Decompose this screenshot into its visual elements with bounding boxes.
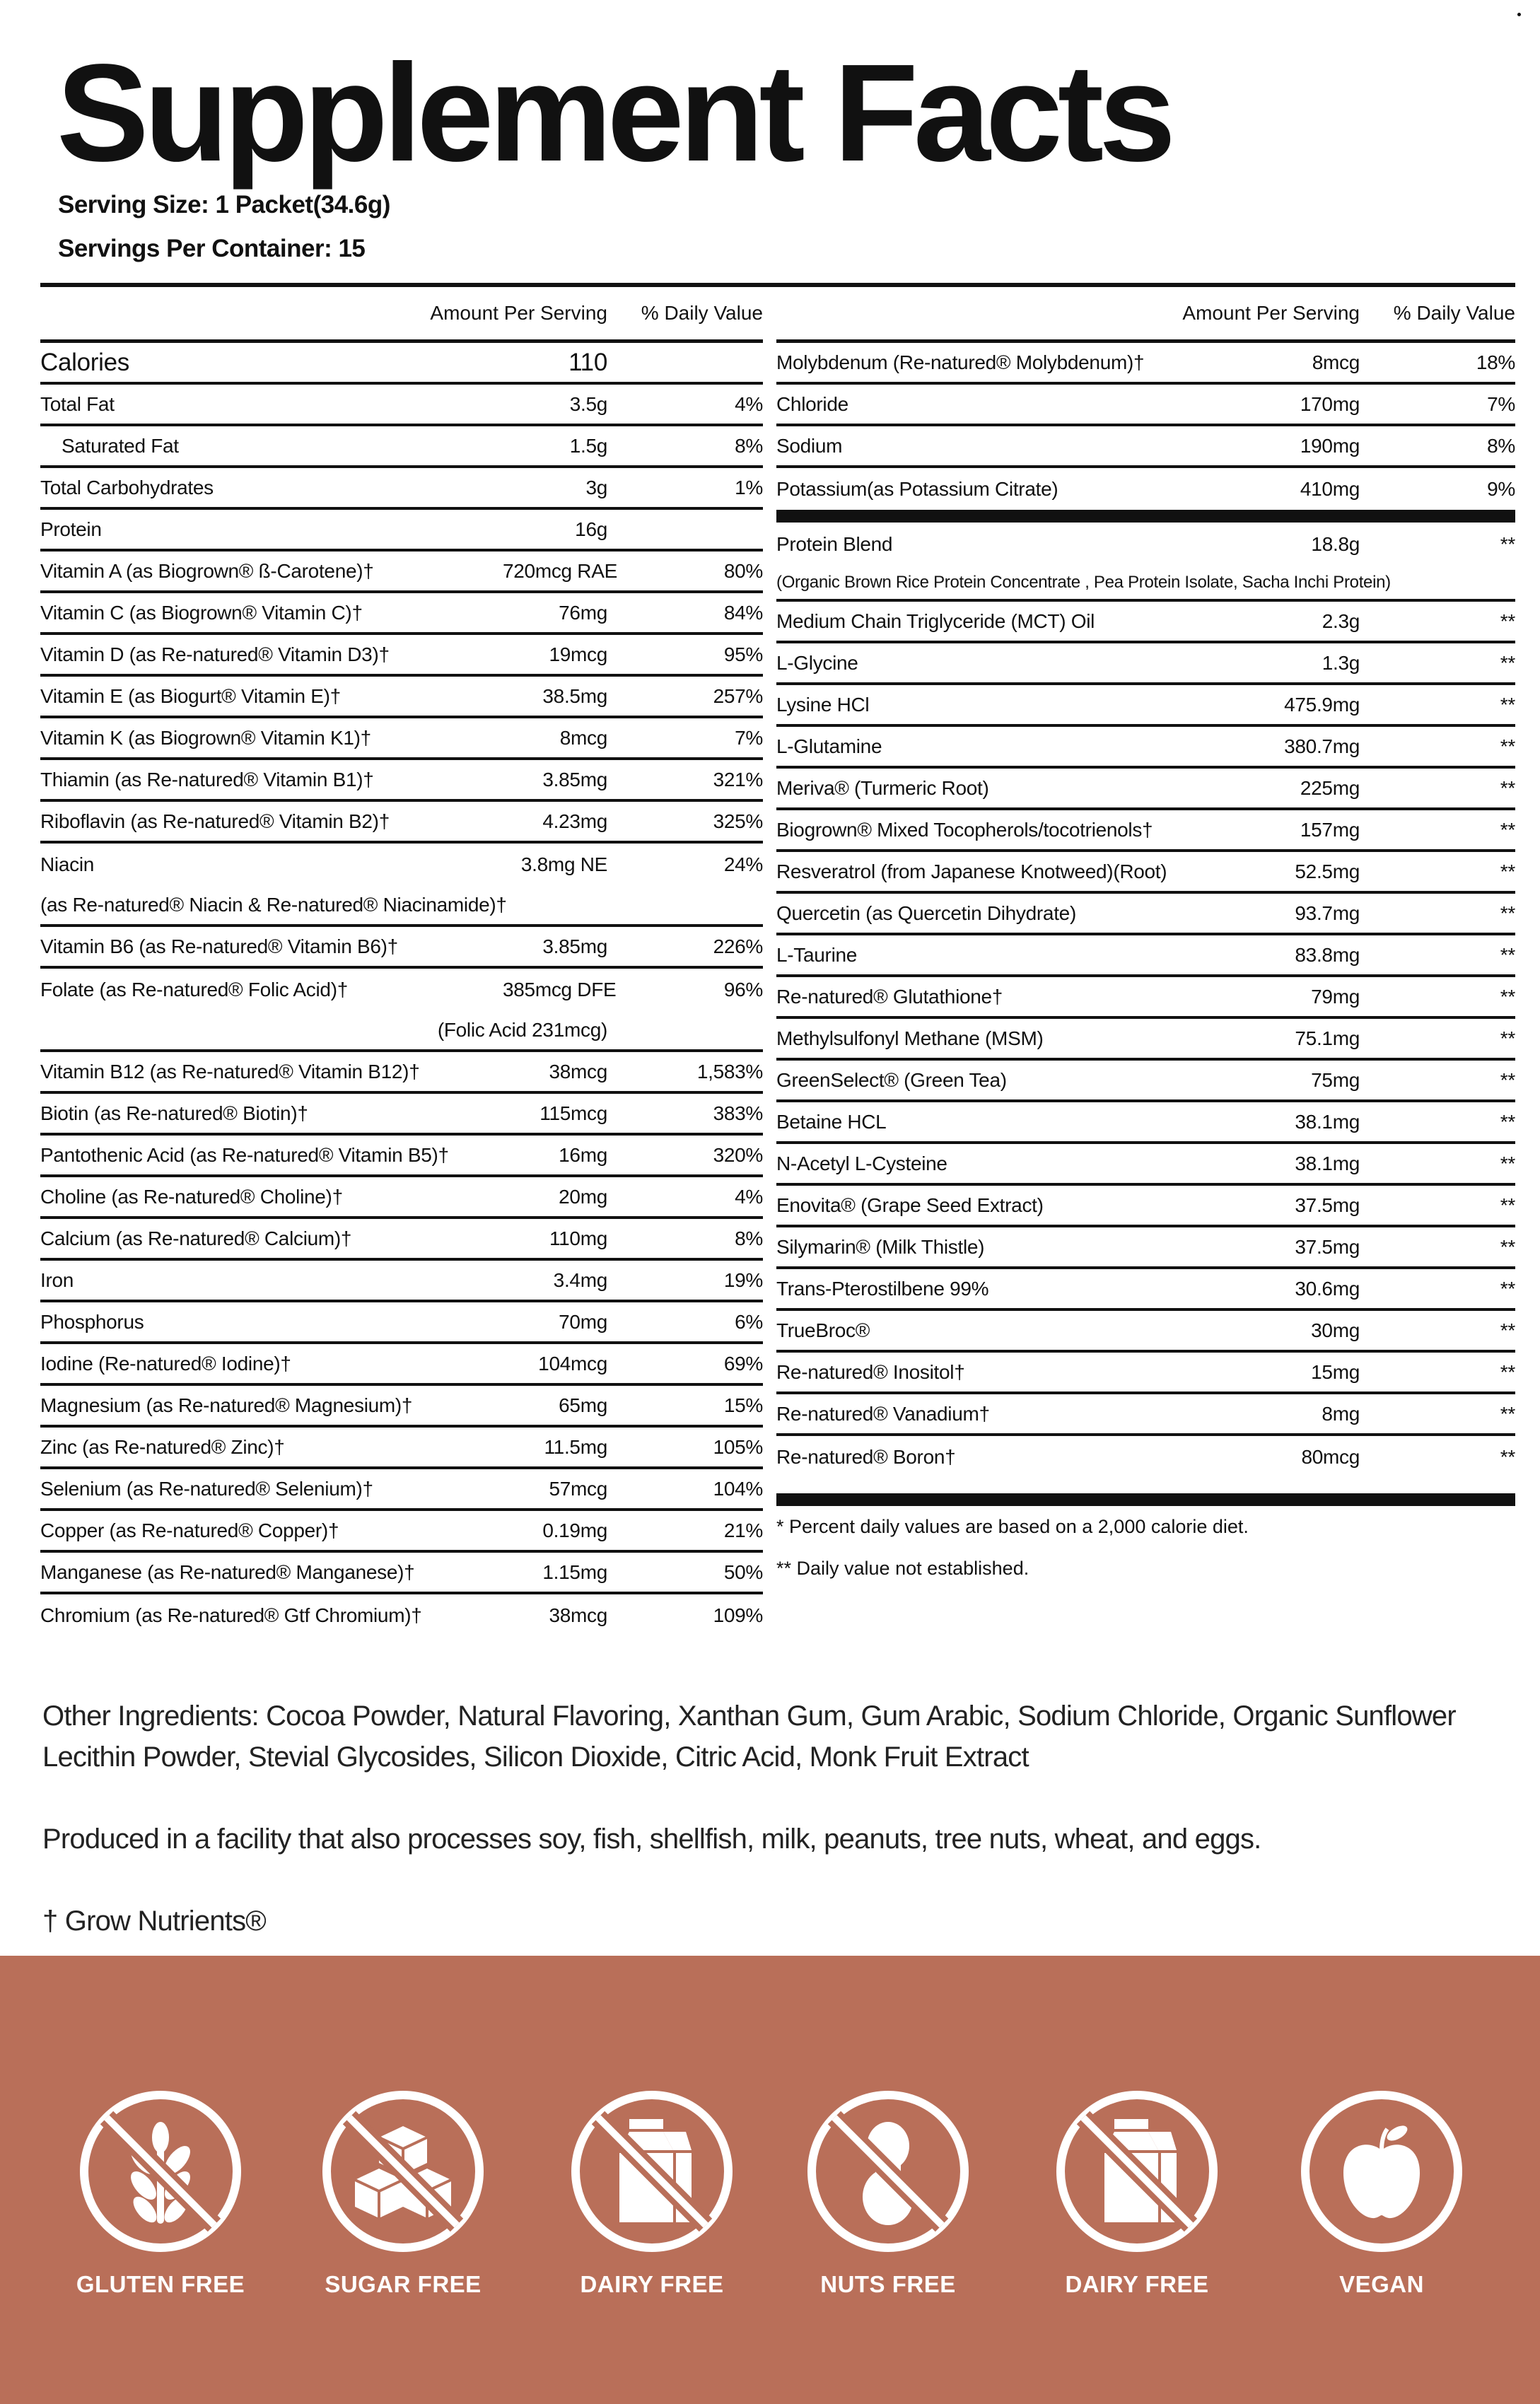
- table-row: [776, 935, 1515, 977]
- footnote-percent: * Percent daily values are based on a 2,000 calorie diet.: [776, 1516, 1249, 1537]
- nutrient-name: Copper (as Re-natured® Copper)†: [40, 1519, 339, 1541]
- other-ingredients-line-2: Lecithin Powder, Stevial Glycosides, Silicon Dioxide, Citric Acid, Monk Fruit Extract: [42, 1741, 1029, 1773]
- nutrient-dv: 320%: [713, 1143, 763, 1166]
- nutrient-amount: 4.23mg: [542, 810, 607, 832]
- nutrient-amount: 1.15mg: [542, 1560, 607, 1583]
- nutrient-amount: 720mcg RAE: [503, 559, 617, 582]
- nutrient-dv: **: [1500, 1068, 1515, 1091]
- nutrient-name: Vitamin B6 (as Re-natured® Vitamin B6)†: [40, 935, 398, 957]
- nutrient-name: Choline (as Re-natured® Choline)†: [40, 1185, 343, 1208]
- nutrient-amount: 3.85mg: [542, 935, 607, 957]
- allergen-statement: Produced in a facility that also processes soy, fish, shellfish, milk, peanuts, tree nuts, wheat, and eggs.: [42, 1824, 1261, 1855]
- nutrient-dv: **: [1500, 1360, 1515, 1383]
- other-ingredients-line-1: Other Ingredients: Cocoa Powder, Natural Flavoring, Xanthan Gum, Gum Arabic, Sodium Chloride, Organic Sunflower: [42, 1700, 1456, 1732]
- nutrient-name: L-Taurine: [776, 943, 858, 966]
- nutrient-name: Manganese (as Re-natured® Manganese)†: [40, 1560, 415, 1583]
- nutrient-dv: 50%: [723, 1560, 763, 1583]
- wheat-icon: [78, 2089, 243, 2253]
- apple-icon: [1300, 2089, 1464, 2253]
- nutrient-amount: 38mcg: [549, 1604, 607, 1626]
- sugar-cubes-icon: [321, 2089, 485, 2253]
- nutrient-name: Quercetin (as Quercetin Dihydrate): [776, 902, 1076, 924]
- nutrient-dv: 96%: [723, 978, 763, 1000]
- badge-label: DAIRY FREE: [1065, 2271, 1209, 2297]
- nutrient-amount: 52.5mg: [1295, 860, 1360, 882]
- peanut-icon: [806, 2089, 970, 2253]
- table-row: [40, 593, 763, 635]
- nutrient-name: Sodium: [776, 434, 843, 457]
- nutrient-dv: 69%: [723, 1352, 763, 1375]
- nutrient-dv: 325%: [713, 810, 763, 832]
- table-row: [776, 1019, 1515, 1061]
- nutrient-dv: **: [1500, 1194, 1515, 1216]
- nutrient-amount: 38.1mg: [1295, 1110, 1360, 1133]
- nutrient-name: N-Acetyl L-Cysteine: [776, 1152, 947, 1174]
- nutrient-amount: 225mg: [1300, 776, 1360, 799]
- table-row: [40, 510, 763, 552]
- nutrient-name: Enovita® (Grape Seed Extract): [776, 1194, 1044, 1216]
- nutrient-dv: 8%: [735, 434, 763, 457]
- nutrient-name: Total Fat: [40, 392, 115, 415]
- table-row: [776, 385, 1515, 426]
- nutrient-dv: 19%: [723, 1268, 763, 1291]
- nutrient-dv: 1%: [735, 476, 763, 498]
- nutrient-name: Vitamin B12 (as Re-natured® Vitamin B12)†: [40, 1060, 420, 1083]
- nutrient-name: Molybdenum (Re-natured® Molybdenum)†: [776, 351, 1145, 373]
- nutrient-name: Betaine HCL: [776, 1110, 887, 1133]
- nutrient-dv: **: [1500, 943, 1515, 966]
- nutrient-amount: 1.3g: [1322, 651, 1360, 674]
- table-row: [40, 385, 763, 426]
- nutrient-amount: 16g: [575, 518, 607, 540]
- nutrient-dv: 321%: [713, 768, 763, 790]
- nutrient-name: Vitamin E (as Biogurt® Vitamin E)†: [40, 684, 341, 707]
- nutrient-name: Trans-Pterostilbene 99%: [776, 1277, 989, 1300]
- nutrient-name: Vitamin C (as Biogrown® Vitamin C)†: [40, 601, 363, 624]
- nutrient-name: Re-natured® Boron†: [776, 1445, 956, 1468]
- badge-label: DAIRY FREE: [580, 2271, 724, 2297]
- nutrient-dv: 95%: [723, 643, 763, 665]
- nutrient-dv: **: [1500, 1110, 1515, 1133]
- table-row: [40, 1469, 763, 1511]
- table-row: [40, 802, 763, 844]
- table-row: [776, 769, 1515, 810]
- nutrient-dv: 15%: [723, 1394, 763, 1416]
- nutrient-amount: 115mcg: [539, 1102, 607, 1124]
- nutrient-amount: 157mg: [1300, 818, 1360, 841]
- nutrient-dv: **: [1500, 1152, 1515, 1174]
- nutrient-amount: 104mcg: [538, 1352, 607, 1375]
- nutrient-dv: 109%: [713, 1604, 763, 1626]
- right-table-header: [776, 286, 1515, 343]
- nutrient-name: Iron: [40, 1268, 74, 1291]
- nutrient-name: Vitamin A (as Biogrown® ß-Carotene)†: [40, 559, 374, 582]
- nutrient-name: Biotin (as Re-natured® Biotin)†: [40, 1102, 308, 1124]
- table-row: [776, 1311, 1515, 1353]
- nutrient-name: Re-natured® Glutathione†: [776, 985, 1003, 1008]
- nutrient-name: L-Glutamine: [776, 735, 882, 757]
- nutrient-amount: 3.85mg: [542, 768, 607, 790]
- nutrient-amount: 475.9mg: [1284, 693, 1360, 716]
- nutrient-name: Potassium(as Potassium Citrate): [776, 477, 1058, 500]
- nutrient-dv: **: [1500, 1235, 1515, 1258]
- nutrient-name: GreenSelect® (Green Tea): [776, 1068, 1007, 1091]
- amount-header: Amount Per Serving: [1182, 301, 1360, 324]
- nutrient-amount: 18.8g: [1311, 533, 1360, 555]
- table-row: [40, 1094, 763, 1136]
- table-row: [776, 894, 1515, 935]
- nutrient-name: Resveratrol (from Japanese Knotweed)(Root): [776, 860, 1167, 882]
- nutrient-amount: 38.1mg: [1295, 1152, 1360, 1174]
- amount-header: Amount Per Serving: [430, 301, 607, 324]
- table-row: [40, 635, 763, 677]
- nutrient-amount: 93.7mg: [1295, 902, 1360, 924]
- milk-carton-icon: [1055, 2089, 1219, 2253]
- table-row: [776, 1186, 1515, 1227]
- nutrient-amount: 38mcg: [549, 1060, 607, 1083]
- nutrient-amount: 79mg: [1311, 985, 1360, 1008]
- table-row: [40, 1136, 763, 1177]
- table-row: [776, 685, 1515, 727]
- nutrient-amount: 110mg: [549, 1227, 607, 1249]
- nutrient-amount: 38.5mg: [542, 684, 607, 707]
- table-row: [776, 1436, 1515, 1478]
- nutrient-name: Folate (as Re-natured® Folic Acid)†: [40, 978, 348, 1000]
- nutrient-amount: 20mg: [559, 1185, 607, 1208]
- nutrient-dv: **: [1500, 693, 1515, 716]
- nutrient-dv: 1,583%: [696, 1060, 763, 1083]
- table-row: [40, 1511, 763, 1553]
- grow-nutrients-note: † Grow Nutrients®: [42, 1906, 266, 1937]
- table-row: [776, 643, 1515, 685]
- milk-carton-icon: [570, 2089, 734, 2253]
- table-row: [40, 552, 763, 593]
- other-ingredients: [42, 1696, 1456, 1778]
- nutrient-name: Protein Blend: [776, 533, 893, 555]
- nutrient-dv: **: [1500, 533, 1515, 555]
- table-row: [40, 343, 763, 385]
- table-row: [776, 468, 1515, 510]
- nutrient-amount: 16mg: [559, 1143, 607, 1166]
- table-row: [776, 852, 1515, 894]
- nutrient-dv: 18%: [1476, 351, 1515, 373]
- servings-per-container: Servings Per Container: 15: [58, 235, 366, 262]
- nutrient-amount: 1.5g: [569, 434, 607, 457]
- nutrient-dv: 80%: [723, 559, 763, 582]
- table-row: [40, 1553, 763, 1594]
- dv-header: % Daily Value: [641, 301, 763, 324]
- nutrient-name: L-Glycine: [776, 651, 858, 674]
- table-row: [776, 1394, 1515, 1436]
- nutrient-name: Medium Chain Triglyceride (MCT) Oil: [776, 609, 1095, 632]
- table-row: [40, 1261, 763, 1302]
- nutrient-amount: 76mg: [559, 601, 607, 624]
- nutrient-name: Pantothenic Acid (as Re-natured® Vitamin B5)†: [40, 1143, 449, 1166]
- table-row: [776, 1144, 1515, 1186]
- nutrient-amount: 57mcg: [549, 1477, 607, 1500]
- nutrient-name: Calories: [40, 348, 129, 376]
- badge-label: SUGAR FREE: [325, 2271, 482, 2297]
- table-row: [776, 426, 1515, 468]
- nutrient-amount: 11.5mg: [544, 1435, 607, 1458]
- blend-sources: (Organic Brown Rice Protein Concentrate , Pea Protein Isolate, Sacha Inchi Protein): [776, 573, 1391, 592]
- table-row: [776, 1061, 1515, 1102]
- nutrient-amount: (Folic Acid 231mcg): [437, 1018, 607, 1041]
- nutrient-name: Vitamin D (as Re-natured® Vitamin D3)†: [40, 643, 390, 665]
- nutrient-name: Methylsulfonyl Methane (MSM): [776, 1027, 1044, 1049]
- nutrient-dv: **: [1500, 735, 1515, 757]
- nutrient-amount: 70mg: [559, 1310, 607, 1333]
- protein-blend-sources: [776, 566, 1515, 602]
- left-nutrient-table: [40, 286, 763, 1636]
- nutrient-name: Re-natured® Inositol†: [776, 1360, 965, 1383]
- table-row: [40, 1428, 763, 1469]
- nutrient-amount: 75mg: [1311, 1068, 1360, 1091]
- nutrient-amount: 37.5mg: [1295, 1194, 1360, 1216]
- table-row: [40, 760, 763, 802]
- nutrient-dv: 9%: [1487, 477, 1515, 500]
- nutrient-amount: 170mg: [1300, 392, 1360, 415]
- nutrient-dv: 7%: [1487, 392, 1515, 415]
- nutrient-amount: 83.8mg: [1295, 943, 1360, 966]
- table-row: [776, 810, 1515, 852]
- table-row: [776, 1353, 1515, 1394]
- nutrient-amount: 3.5g: [569, 392, 607, 415]
- nutrient-dv: **: [1500, 1402, 1515, 1425]
- left-table-header: [40, 286, 763, 343]
- nutrient-dv: 4%: [735, 1185, 763, 1208]
- table-row: [40, 1386, 763, 1428]
- right-nutrient-table: [776, 286, 1515, 1589]
- nutrient-amount: 30.6mg: [1295, 1277, 1360, 1300]
- table-row: [40, 1052, 763, 1094]
- nutrient-dv: **: [1500, 1319, 1515, 1341]
- table-row: [776, 602, 1515, 643]
- nutrient-name: Selenium (as Re-natured® Selenium)†: [40, 1477, 373, 1500]
- nutrient-name: Niacin: [40, 853, 95, 875]
- nutrient-amount: 385mcg DFE: [503, 978, 617, 1000]
- nutrient-name: Thiamin (as Re-natured® Vitamin B1)†: [40, 768, 374, 790]
- badge-label: GLUTEN FREE: [76, 2271, 245, 2297]
- section-divider: [776, 1493, 1515, 1506]
- table-row: [40, 885, 763, 927]
- nutrient-dv: 8%: [1487, 434, 1515, 457]
- nutrient-amount: 65mg: [559, 1394, 607, 1416]
- table-row: [40, 927, 763, 969]
- section-divider: [776, 510, 1515, 523]
- table-row: [40, 1177, 763, 1219]
- table-row: [40, 844, 763, 885]
- nutrient-amount: 19mcg: [549, 643, 607, 665]
- table-row: [776, 1269, 1515, 1311]
- nutrient-name: Silymarin® (Milk Thistle): [776, 1235, 985, 1258]
- nutrient-name: TrueBroc®: [776, 1319, 870, 1341]
- nutrient-dv: 7%: [735, 726, 763, 749]
- table-row: [40, 1302, 763, 1344]
- badge-label: VEGAN: [1339, 2271, 1424, 2297]
- nutrient-dv: **: [1500, 651, 1515, 674]
- table-row: [776, 727, 1515, 769]
- table-row: [40, 468, 763, 510]
- nutrient-name: Vitamin K (as Biogrown® Vitamin K1)†: [40, 726, 371, 749]
- nutrient-name: Saturated Fat: [62, 434, 179, 457]
- nutrient-name: Calcium (as Re-natured® Calcium)†: [40, 1227, 352, 1249]
- nutrient-dv: 104%: [713, 1477, 763, 1500]
- nutrient-amount: 80mcg: [1301, 1445, 1360, 1468]
- nutrient-amount: 380.7mg: [1284, 735, 1360, 757]
- nutrient-amount: 190mg: [1300, 434, 1360, 457]
- nutrient-dv: **: [1500, 985, 1515, 1008]
- nutrient-name: Re-natured® Vanadium†: [776, 1402, 990, 1425]
- nutrient-dv: **: [1500, 776, 1515, 799]
- table-row: [40, 1594, 763, 1636]
- table-row: [40, 718, 763, 760]
- table-row: [776, 1227, 1515, 1269]
- nutrient-dv: **: [1500, 1277, 1515, 1300]
- nutrient-amount: 30mg: [1311, 1319, 1360, 1341]
- nutrient-name: Biogrown® Mixed Tocopherols/tocotrienols†: [776, 818, 1153, 841]
- nutrient-dv: 8%: [735, 1227, 763, 1249]
- nutrient-name: Lysine HCl: [776, 693, 870, 716]
- nutrient-name: Total Carbohydrates: [40, 476, 214, 498]
- table-row: [40, 1344, 763, 1386]
- table-row: [40, 426, 763, 468]
- nutrient-name: Chloride: [776, 392, 848, 415]
- table-row: [40, 969, 763, 1010]
- nutrient-dv: **: [1500, 818, 1515, 841]
- nutrient-dv: 24%: [723, 853, 763, 875]
- nutrient-dv: 84%: [723, 601, 763, 624]
- nutrient-amount: 0.19mg: [542, 1519, 607, 1541]
- nutrient-amount: 110: [568, 348, 607, 376]
- table-row: [40, 677, 763, 718]
- nutrient-amount: 3.4mg: [553, 1268, 607, 1291]
- nutrient-amount: 8mcg: [1312, 351, 1360, 373]
- nutrient-name: Chromium (as Re-natured® Gtf Chromium)†: [40, 1604, 422, 1626]
- corner-dot: [1517, 13, 1521, 16]
- page-title: Supplement Facts: [57, 35, 1172, 190]
- nutrient-name: Protein: [40, 518, 102, 540]
- nutrient-amount: 3.8mg NE: [520, 853, 607, 875]
- nutrient-dv: 257%: [713, 684, 763, 707]
- nutrient-dv: 226%: [713, 935, 763, 957]
- nutrient-amount: 3g: [585, 476, 607, 498]
- protein-blend-row: [776, 523, 1515, 566]
- nutrient-name: Meriva® (Turmeric Root): [776, 776, 989, 799]
- nutrient-name: Phosphorus: [40, 1310, 144, 1333]
- serving-size: Serving Size: 1 Packet(34.6g): [58, 191, 390, 218]
- nutrient-dv: 21%: [723, 1519, 763, 1541]
- nutrient-dv: **: [1500, 902, 1515, 924]
- badge-label: NUTS FREE: [820, 2271, 956, 2297]
- nutrient-amount: 75.1mg: [1295, 1027, 1360, 1049]
- nutrient-amount: 15mg: [1311, 1360, 1360, 1383]
- nutrient-amount: 2.3g: [1322, 609, 1360, 632]
- nutrient-amount: 8mcg: [559, 726, 607, 749]
- table-row: [776, 343, 1515, 385]
- nutrient-dv: 383%: [713, 1102, 763, 1124]
- table-row: [40, 1010, 763, 1052]
- nutrient-amount: 8mg: [1322, 1402, 1360, 1425]
- nutrient-name: Riboflavin (as Re-natured® Vitamin B2)†: [40, 810, 390, 832]
- table-row: [776, 1102, 1515, 1144]
- nutrient-dv: **: [1500, 1445, 1515, 1468]
- table-row: [776, 977, 1515, 1019]
- nutrient-name: Zinc (as Re-natured® Zinc)†: [40, 1435, 285, 1458]
- nutrient-dv: 6%: [735, 1310, 763, 1333]
- nutrient-dv: **: [1500, 609, 1515, 632]
- dv-header: % Daily Value: [1393, 301, 1515, 324]
- nutrient-dv: 4%: [735, 392, 763, 415]
- nutrient-name: Iodine (Re-natured® Iodine)†: [40, 1352, 291, 1375]
- nutrient-dv: 105%: [713, 1435, 763, 1458]
- nutrient-amount: 37.5mg: [1295, 1235, 1360, 1258]
- nutrient-dv: **: [1500, 860, 1515, 882]
- table-row: [40, 1219, 763, 1261]
- nutrient-name: Magnesium (as Re-natured® Magnesium)†: [40, 1394, 413, 1416]
- nutrient-dv: **: [1500, 1027, 1515, 1049]
- footnote-not-established: ** Daily value not established.: [776, 1558, 1029, 1579]
- nutrient-name: (as Re-natured® Niacin & Re-natured® Niacinamide)†: [40, 893, 507, 916]
- nutrient-amount: 410mg: [1300, 477, 1360, 500]
